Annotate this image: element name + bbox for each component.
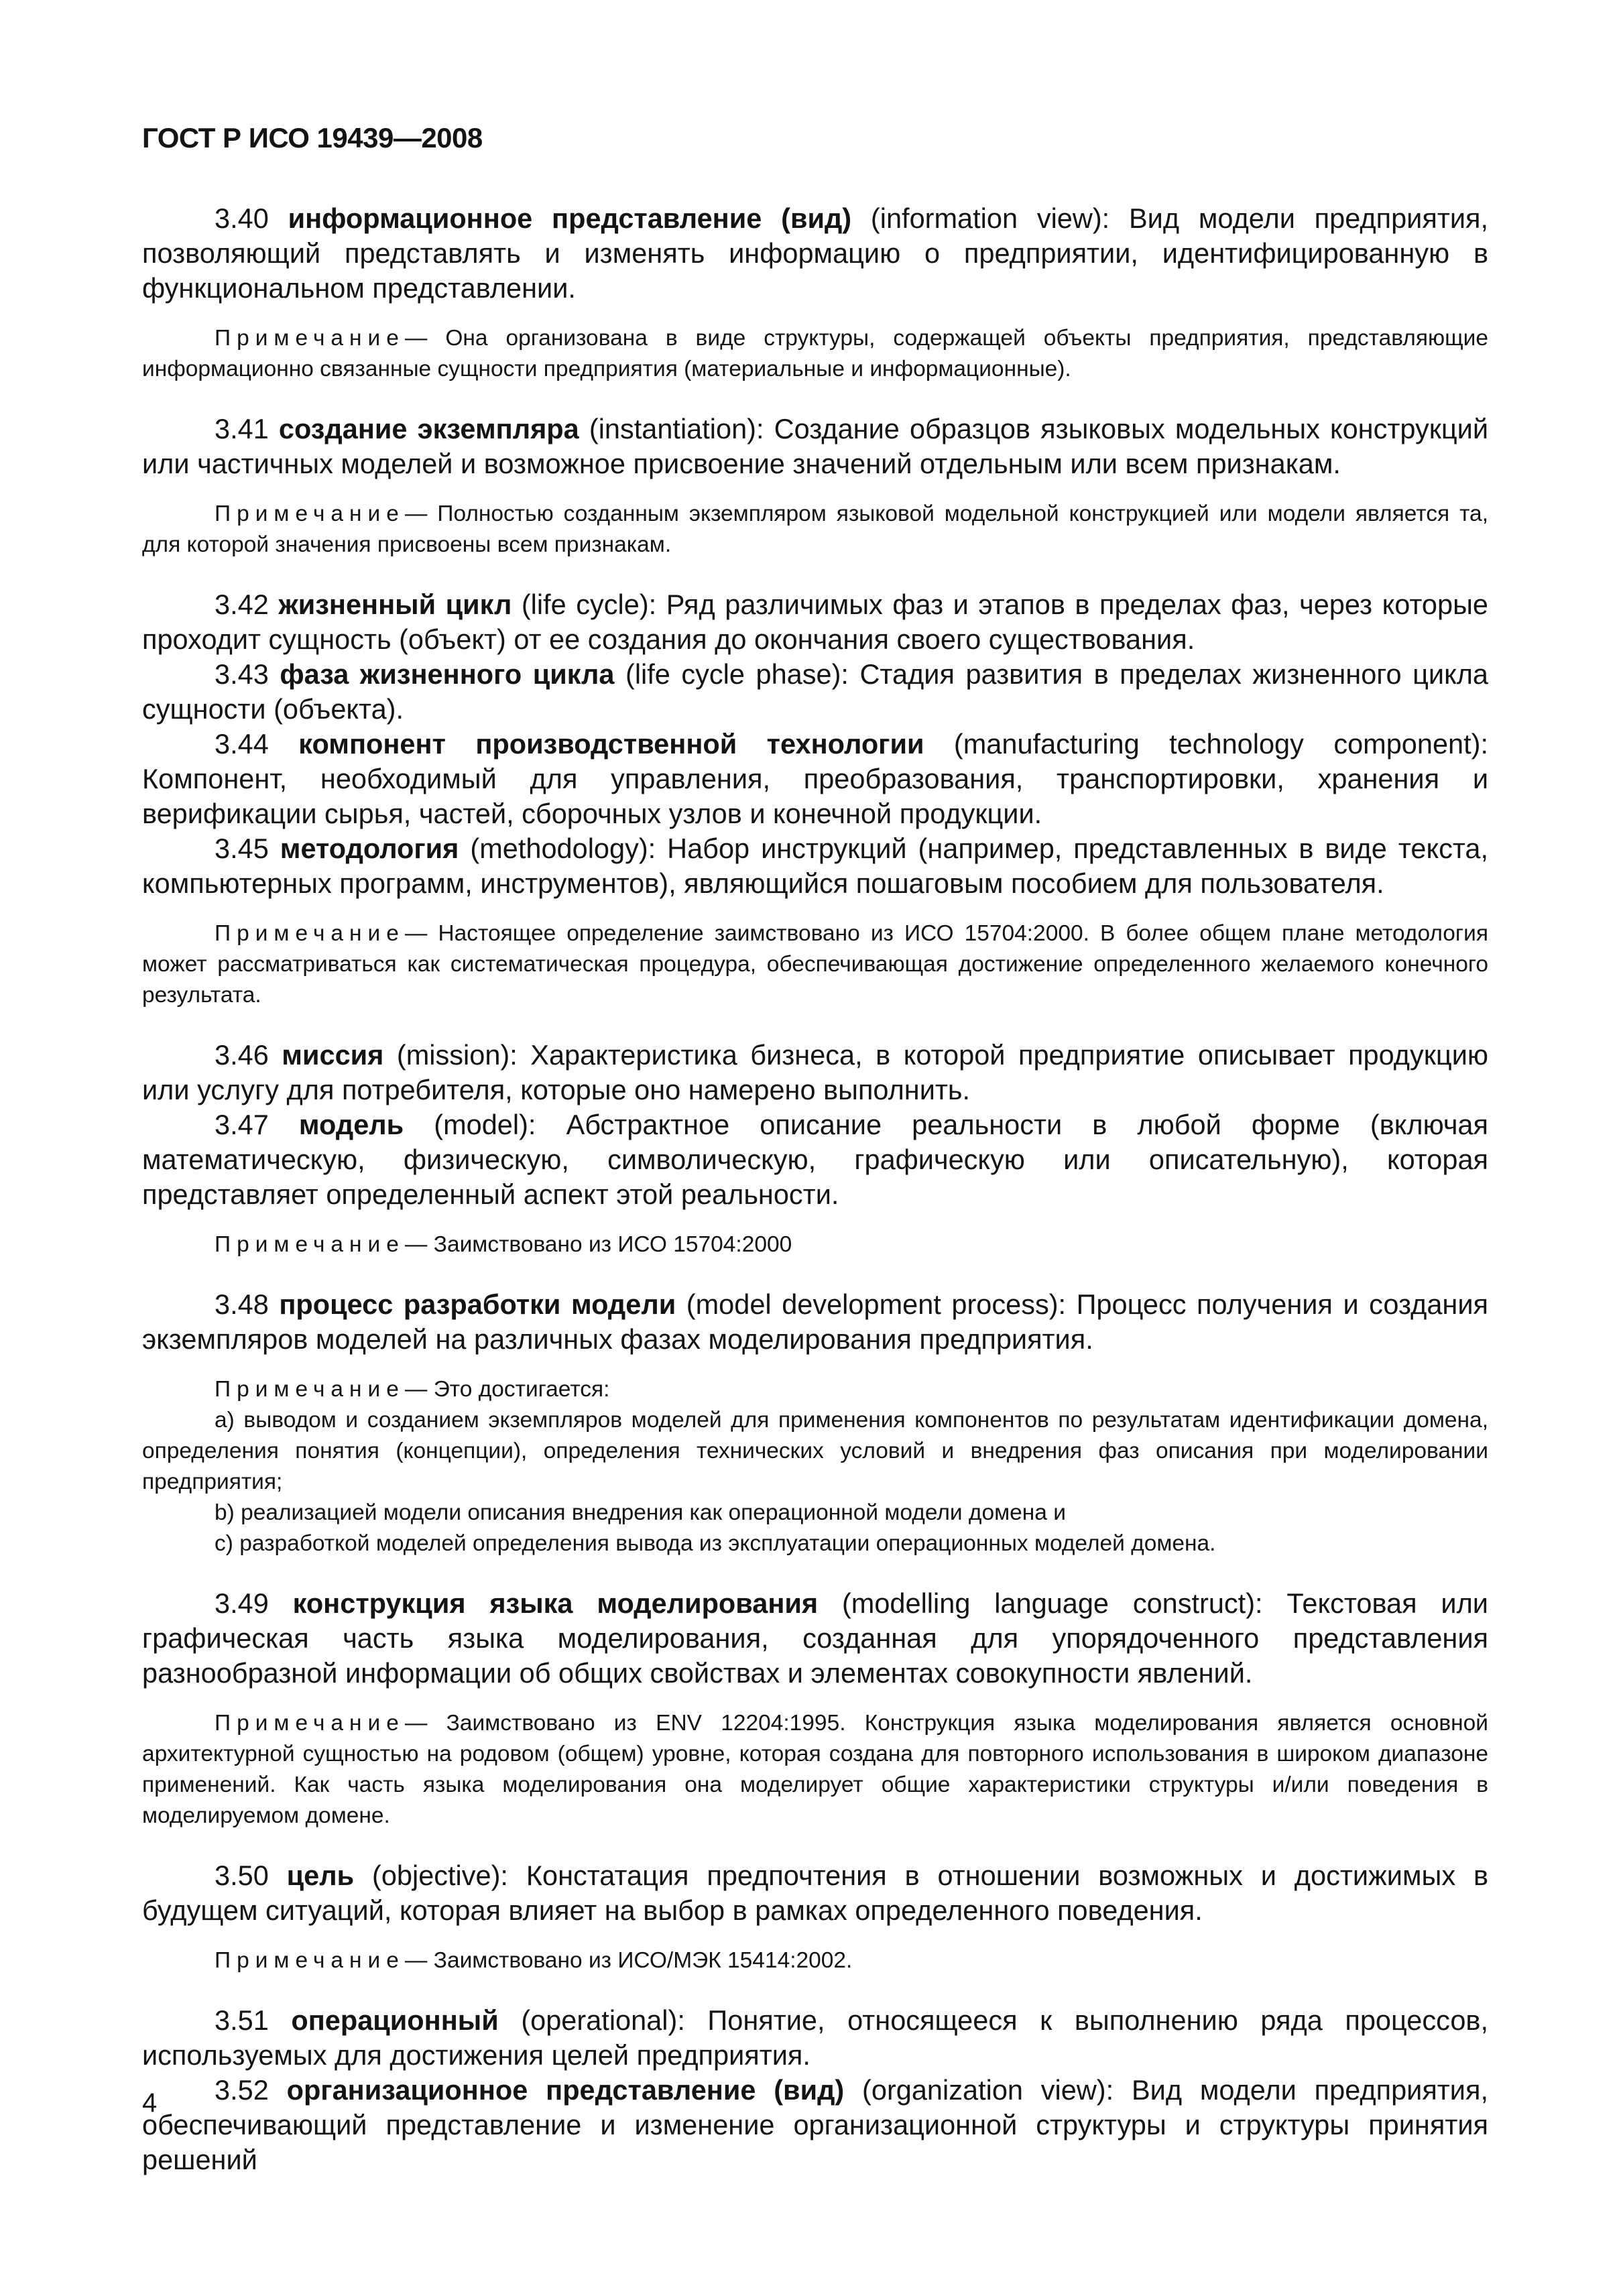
definition-paragraph <box>142 831 1488 901</box>
definition-text: (model development process): Процесс получения и создания экземпляров моделей на различных фазах моделирования предприятия. <box>142 1288 1488 1355</box>
definition-paragraph <box>142 1107 1488 1212</box>
note-label: Примечание <box>215 921 405 946</box>
definition-paragraph <box>142 201 1488 306</box>
definition-paragraph <box>142 2073 1488 2177</box>
definition-3-42 <box>142 587 1488 657</box>
definition-term: процесс разработки модели <box>279 1288 676 1320</box>
definition-term: создание экземпляра <box>278 413 579 444</box>
note-label: Примечание <box>215 1377 405 1402</box>
definition-term: миссия <box>282 1039 384 1071</box>
definition-number: 3.46 <box>215 1039 269 1071</box>
note-text: — Полностью созданным экземпляром языковой модельной конструкцией или модели является та, для которой значения присвоены всем признакам. <box>142 501 1488 557</box>
definition-3-46 <box>142 1038 1488 1107</box>
definition-number: 3.47 <box>215 1109 269 1140</box>
note-label: Примечание <box>215 501 405 526</box>
definition-paragraph <box>142 587 1488 657</box>
note-label: Примечание <box>215 1232 405 1257</box>
definition-term: фаза жизненного цикла <box>280 658 615 690</box>
definition-3-49 <box>142 1586 1488 1831</box>
definition-paragraph <box>142 412 1488 481</box>
note-label: Примечание <box>215 326 405 351</box>
definition-text: (operational): Понятие, относящееся к выполнению ряда процессов, используемых для достижения целей предприятия. <box>142 2004 1488 2071</box>
definition-term: модель <box>298 1109 404 1140</box>
note-text: — Заимствовано из ИСО 15704:2000 <box>404 1232 792 1257</box>
page-number: 4 <box>142 2088 158 2118</box>
definition-3-51 <box>142 2003 1488 2073</box>
note-block <box>142 499 1488 560</box>
definition-number: 3.44 <box>215 728 269 760</box>
note-text: — Заимствовано из ИСО/МЭК 15414:2002. <box>404 1948 853 1973</box>
note-subitem-c: c) разработкой моделей определения вывода из эксплуатации операционных моделей домена. <box>215 1531 1216 1556</box>
definition-term: цель <box>286 1860 355 1891</box>
definition-3-48 <box>142 1287 1488 1559</box>
definition-term: конструкция языка моделирования <box>292 1587 819 1619</box>
note <box>142 1708 1488 1831</box>
note-text: — Заимствовано из ENV 12204:1995. Конструкция языка моделирования является основной архитектурной сущностью на родовом (общем) уровне, которая создана для повторного использования в широком диапазоне применений. Как часть языка моделирования она моделирует общие характеристики структуры и/или поведения в моделируемом домене. <box>142 1711 1488 1828</box>
definition-number: 3.52 <box>215 2074 269 2106</box>
definition-3-50 <box>142 1858 1488 1976</box>
definition-number: 3.43 <box>215 658 269 690</box>
note-text: — Это достигается: <box>404 1377 610 1402</box>
note-label: Примечание <box>215 1711 405 1736</box>
document-content <box>142 201 1488 2177</box>
definition-number: 3.42 <box>215 589 269 620</box>
note <box>142 1945 1488 1976</box>
definition-number: 3.41 <box>215 413 269 444</box>
definition-3-41 <box>142 412 1488 560</box>
definition-3-45 <box>142 831 1488 1011</box>
note <box>142 323 1488 385</box>
note-block <box>142 918 1488 1011</box>
standard-header: ГОСТ Р ИСО 19439—2008 <box>142 122 483 154</box>
definition-text: (mission): Характеристика бизнеса, в которой предприятие описывает продукцию или услугу для потребителя, которые оно намерено выполнить. <box>142 1039 1489 1105</box>
definition-paragraph <box>142 727 1488 831</box>
definition-3-43 <box>142 657 1488 727</box>
definition-text: (model): Абстрактное описание реальности в любой форме (включая математическую, физическую, символическую, графическую или описательную), которая представляет определенный аспект этой реальности. <box>142 1109 1488 1210</box>
note-subitem-b: b) реализацией модели описания внедрения как операционной модели домена и <box>215 1500 1066 1525</box>
definition-number: 3.49 <box>215 1587 269 1619</box>
definition-number: 3.40 <box>215 202 269 234</box>
definition-text: (instantiation): Создание образцов языковых модельных конструкций или частичных моделей и возможное присвоение значений отдельным или всем признакам. <box>142 413 1489 479</box>
note <box>142 1374 1488 1405</box>
definition-paragraph <box>142 1586 1488 1691</box>
definition-number: 3.51 <box>215 2004 269 2036</box>
note-label: Примечание <box>215 1948 405 1973</box>
definition-term: информационное представление (вид) <box>288 202 852 234</box>
definition-term: операционный <box>291 2004 499 2036</box>
note-text: — Она организована в виде структуры, содержащей объекты предприятия, представляющие информационно связанные сущности предприятия (материальные и информационные). <box>142 326 1488 381</box>
definition-text: (life cycle phase): Стадия развития в пределах жизненного цикла сущности (объекта). <box>142 658 1488 725</box>
note-block <box>142 323 1488 385</box>
note-subitem-a: a) выводом и созданием экземпляров моделей для применения компонентов по результатам идентификации домена, определения понятия (концепции), определения технических условий и внедрения фаз описания при моделировании предприятия; <box>142 1408 1488 1494</box>
definition-term: организационное представление (вид) <box>286 2074 845 2106</box>
note-block <box>142 1374 1488 1559</box>
note-text: — Настоящее определение заимствовано из ИСО 15704:2000. В более общем плане методология может рассматриваться как систематическая процедура, обеспечивающая достижение определенного желаемого конечного результата. <box>142 921 1488 1008</box>
definition-text: (information view): Вид модели предприятия, позволяющий представлять и изменять информацию о предприятии, идентифицированную в функциональном представлении. <box>142 202 1489 304</box>
note <box>142 918 1488 1011</box>
definition-term: компонент производственной технологии <box>298 728 924 760</box>
definition-paragraph <box>142 1858 1488 1928</box>
definition-3-44 <box>142 727 1488 831</box>
definition-paragraph <box>142 657 1488 727</box>
definition-text: (organization view): Вид модели предприятия, обеспечивающий представление и изменение организационной структуры и структуры принятия решений <box>142 2074 1488 2175</box>
definition-text: (objective): Констатация предпочтения в отношении возможных и достижимых в будущем ситуаций, которая влияет на выбор в рамках определенного поведения. <box>142 1860 1488 1926</box>
definition-text: (modelling language construct): Текстовая или графическая часть языка моделирования, созданная для упорядоченного представления разнообразной информации об общих свойствах и элементах совокупности явлений. <box>142 1587 1488 1689</box>
note-block <box>142 1229 1488 1260</box>
note <box>142 1229 1488 1260</box>
definition-number: 3.48 <box>215 1288 269 1320</box>
definition-term: жизненный цикл <box>278 589 512 620</box>
definition-3-52 <box>142 2073 1488 2177</box>
note-block <box>142 1945 1488 1976</box>
definition-number: 3.50 <box>215 1860 269 1891</box>
definition-3-47 <box>142 1107 1488 1260</box>
definition-text: (methodology): Набор инструкций (например, представленных в виде текста, компьютерных программ, инструментов), являющийся пошаговым пособием для пользователя. <box>142 833 1489 899</box>
note <box>142 499 1488 560</box>
definition-paragraph <box>142 1287 1488 1357</box>
definition-text: (manufacturing technology component): Компонент, необходимый для управления, преобразования, транспортировки, хранения и верификации сырья, частей, сборочных узлов и конечной продукции. <box>142 728 1489 829</box>
definition-text: (life cycle): Ряд различимых фаз и этапов в пределах фаз, через которые проходит сущность (объект) от ее создания до окончания своего существования. <box>142 589 1488 655</box>
definition-paragraph <box>142 2003 1488 2073</box>
definition-number: 3.45 <box>215 833 269 864</box>
definition-3-40 <box>142 201 1488 385</box>
definition-paragraph <box>142 1038 1488 1107</box>
definition-term: методология <box>280 833 459 864</box>
note-block <box>142 1708 1488 1831</box>
